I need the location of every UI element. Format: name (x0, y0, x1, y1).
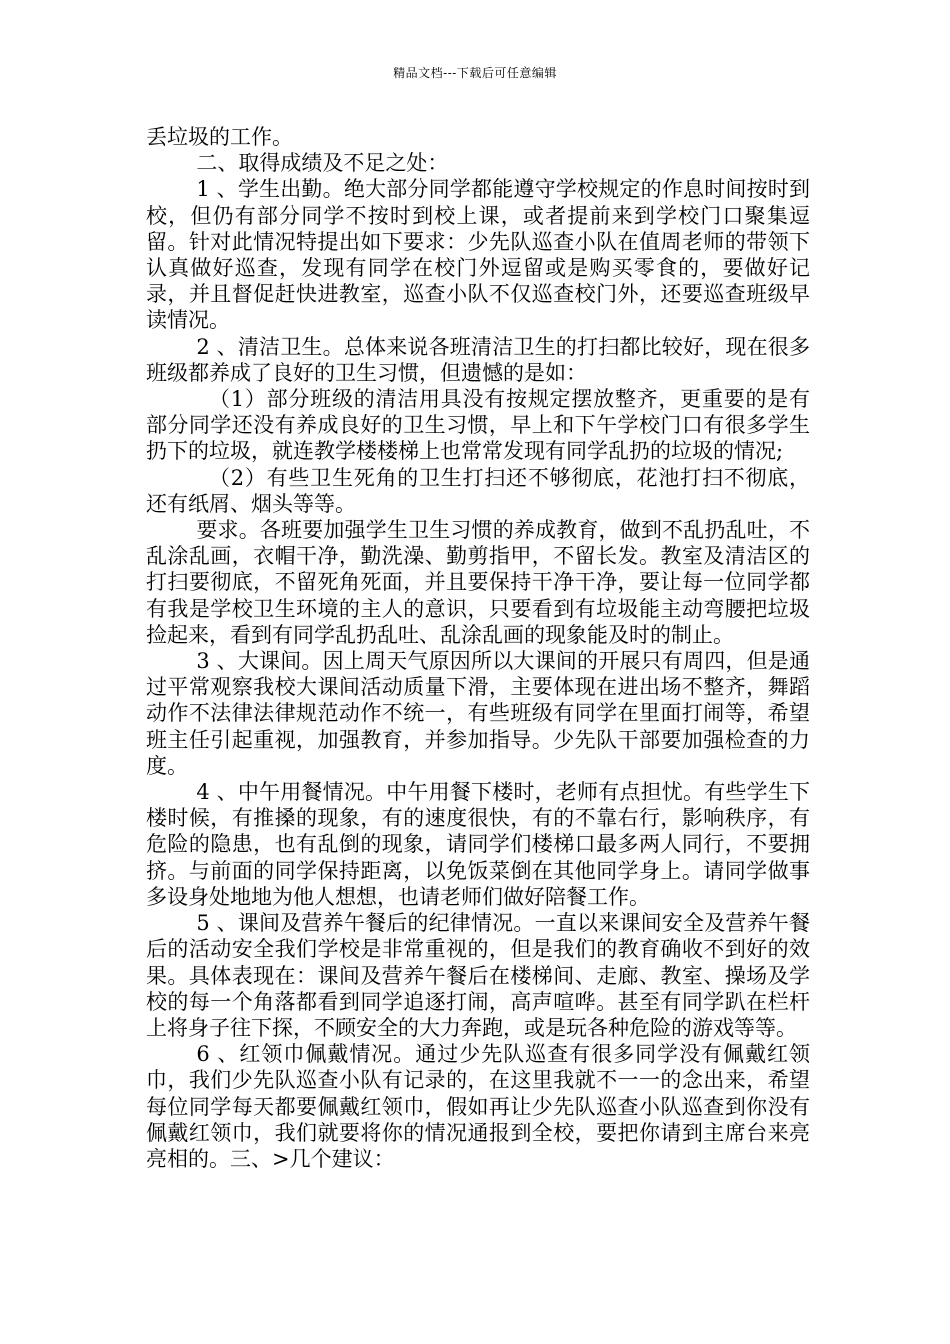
paragraph-requirements: 要求。各班要加强学生卫生习惯的养成教育，做到不乱扔乱吐，不乱涂乱画，衣帽干净，勤洗澡、勤剪指甲，不留长发。教室及清洁区的打扫要彻底，不留死角死面，并且要保持干净干净，要让每一位同学都有我是学校卫生环境的主人的意识，只要看到有垃圾能主动弯腰把垃圾捡起来，看到有同学乱扔乱吐、乱涂乱画的现象能及时的制止。 (146, 518, 810, 647)
paragraph-lunch: 4 、中午用餐情况。中午用餐下楼时，老师有点担忧。有些学生下楼时候，有推搡的现象，有的速度很快，有的不靠右行，影响秩序，有危险的隐患，也有乱倒的现象，请同学们楼梯口最多两人同行，不要拥挤。与前面的同学保持距离，以免饭菜倒在其他同学身上。请同学做事多设身处地地为他人想想，也请老师们做好陪餐工作。 (146, 780, 810, 909)
paragraph-hygiene: 2 、清洁卫生。总体来说各班清洁卫生的打扫都比较好，现在很多班级都养成了良好的卫生习惯，但遗憾的是如： (146, 334, 810, 385)
paragraph-red-scarf: 6 、红领巾佩戴情况。通过少先队巡查有很多同学没有佩戴红领巾，我们少先队巡查小队有记录的，在这里我就不一一的念出来，希望每位同学每天都要佩戴红领巾，假如再让少先队巡查小队巡查到你没有佩戴红领巾，我们就要将你的情况通报到全校，要把你请到主席台来亮亮相的。三、>几个建议： (146, 1042, 810, 1171)
paragraph-recess: 3 、大课间。因上周天气原因所以大课间的开展只有周四，但是通过平常观察我校大课间活动质量下滑，主要体现在进出场不整齐，舞蹈动作不法律法律规范动作不统一，有些班级有同学在里面打闹等，希望班主任引起重视，加强教育，并参加指导。少先队干部要加强检查的力度。 (146, 649, 810, 778)
document-body (146, 124, 810, 1172)
page-header: 精品文档---下载后可任意编辑 (393, 66, 557, 80)
paragraph-1: 丢垃圾的工作。 (146, 125, 293, 149)
paragraph-discipline: 5 、课间及营养午餐后的纪律情况。一直以来课间安全及营养午餐后的活动安全我们学校是非常重视的，但是我们的教育确收不到好的效果。具体表现在：课间及营养午餐后在楼梯间、走廊、教室、操场及学校的每一个角落都看到同学追逐打闹，高声喧哗。甚至有同学趴在栏杆上将身子往下探，不顾安全的大力奔跑，或是玩各种危险的游戏等等。 (146, 911, 810, 1040)
paragraph-hygiene-item-2: （2）有些卫生死角的卫生打扫还不够彻底，花池打扫不彻底，还有纸屑、烟头等等。 (146, 465, 810, 516)
paragraph-attendance: 1 、学生出勤。绝大部分同学都能遵守学校规定的作息时间按时到校，但仍有部分同学不按时到校上课，或者提前来到学校门口聚集逗留。针对此情况特提出如下要求：少先队巡查小队在值周老师的带领下认真做好巡查，发现有同学在校门外逗留或是购买零食的，要做好记录，并且督促赶快进教室，巡查小队不仅巡查校门外，还要巡查班级早读情况。 (146, 177, 810, 333)
paragraph-hygiene-item-1: （1）部分班级的清洁用具没有按规定摆放整齐，更重要的是有部分同学还没有养成良好的卫生习惯，早上和下午学校门口有很多学生扔下的垃圾，就连教学楼楼梯上也常常发现有同学乱扔的垃圾的情况; (146, 387, 810, 464)
section-heading: 二、取得成绩及不足之处： (196, 151, 449, 176)
